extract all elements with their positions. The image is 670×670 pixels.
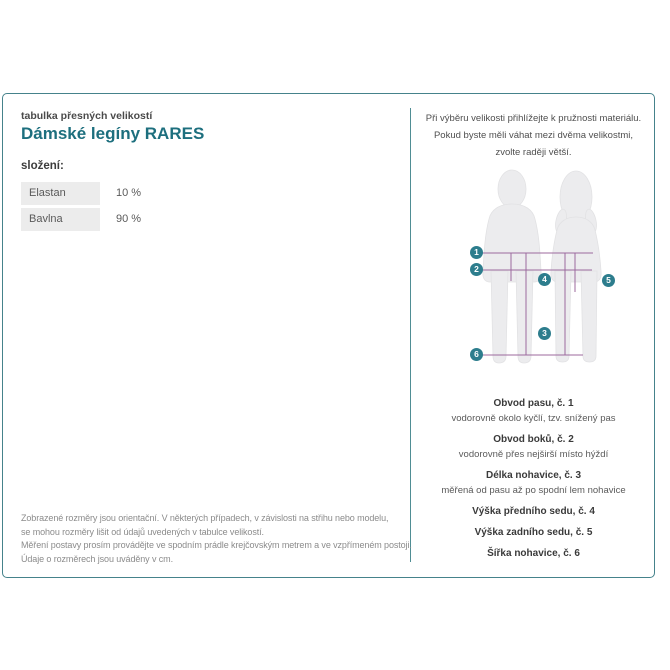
composition-row [21,208,341,231]
measure-badge-3: 3 [538,327,551,340]
measurement-group [411,525,656,540]
measurement-title: Výška předního sedu, č. 4 [472,506,595,517]
intro-line: Při výběru velikosti přihlížejte k pružnosti materiálu. [425,113,642,124]
disclaimer-line: se mohou rozměry lišit od údajů uvedených v tabulce velikostí. [21,526,264,537]
measure-badge-4: 4 [538,273,551,286]
intro-line: zvolte raději větší. [495,147,572,158]
measurement-diagram [450,159,640,374]
measurement-group [411,396,656,426]
disclaimer-line: Údaje o rozměrech jsou uváděny v cm. [21,553,173,564]
measurement-title: Obvod pasu, č. 1 [493,398,574,409]
disclaimer-line: Měření postavy prosím provádějte ve spodním prádle krejčovským metrem a ve vzpřímeném postoji. [21,540,412,550]
right-panel [411,94,656,577]
disclaimer-line: Zobrazené rozměry jsou orientační. V některých případech, v závislosti na střihu nebo modelu, [21,513,389,523]
measurements-list [411,396,656,567]
composition-table [21,182,341,234]
measure-badge-6: 6 [470,348,483,361]
measurement-title: Šířka nohavice, č. 6 [487,548,580,559]
measurement-group [411,504,656,519]
male-silhouette [483,170,541,363]
measurement-title: Délka nohavice, č. 3 [485,470,582,481]
measurement-description: měřená od pasu až po spodní lem nohavice [441,485,626,496]
composition-row [21,182,341,205]
measure-badge-2: 2 [470,263,483,276]
percent-cell: 10 % [116,187,142,199]
measure-badge-1: 1 [470,246,483,259]
measurement-group [411,546,656,561]
female-silhouette [551,171,601,362]
measurement-title: Obvod boků, č. 2 [493,434,574,445]
material-cell: Bavlna [21,208,100,231]
composition-label: složení: [21,160,64,172]
material-cell: Elastan [21,182,100,205]
measurement-title: Výška zadního sedu, č. 5 [474,527,593,538]
percent-cell: 90 % [116,213,142,225]
intro-text [411,110,656,161]
measurement-description: vodorovně přes nejširší místo hýždí [458,449,609,460]
intro-line: Pokud byste měli váhat mezi dvěma velikostmi, [433,130,634,141]
size-chart-box [2,93,655,578]
table-subtitle: tabulka přesných velikostí [21,110,153,122]
left-panel [3,94,410,577]
measure-badge-5: 5 [602,274,615,287]
product-title: Dámské legíny RARES [21,124,205,143]
measurement-description: vodorovně okolo kyčlí, tzv. snížený pas [451,413,616,424]
measurement-group [411,468,656,498]
measurement-group [411,432,656,462]
disclaimer [21,512,412,566]
